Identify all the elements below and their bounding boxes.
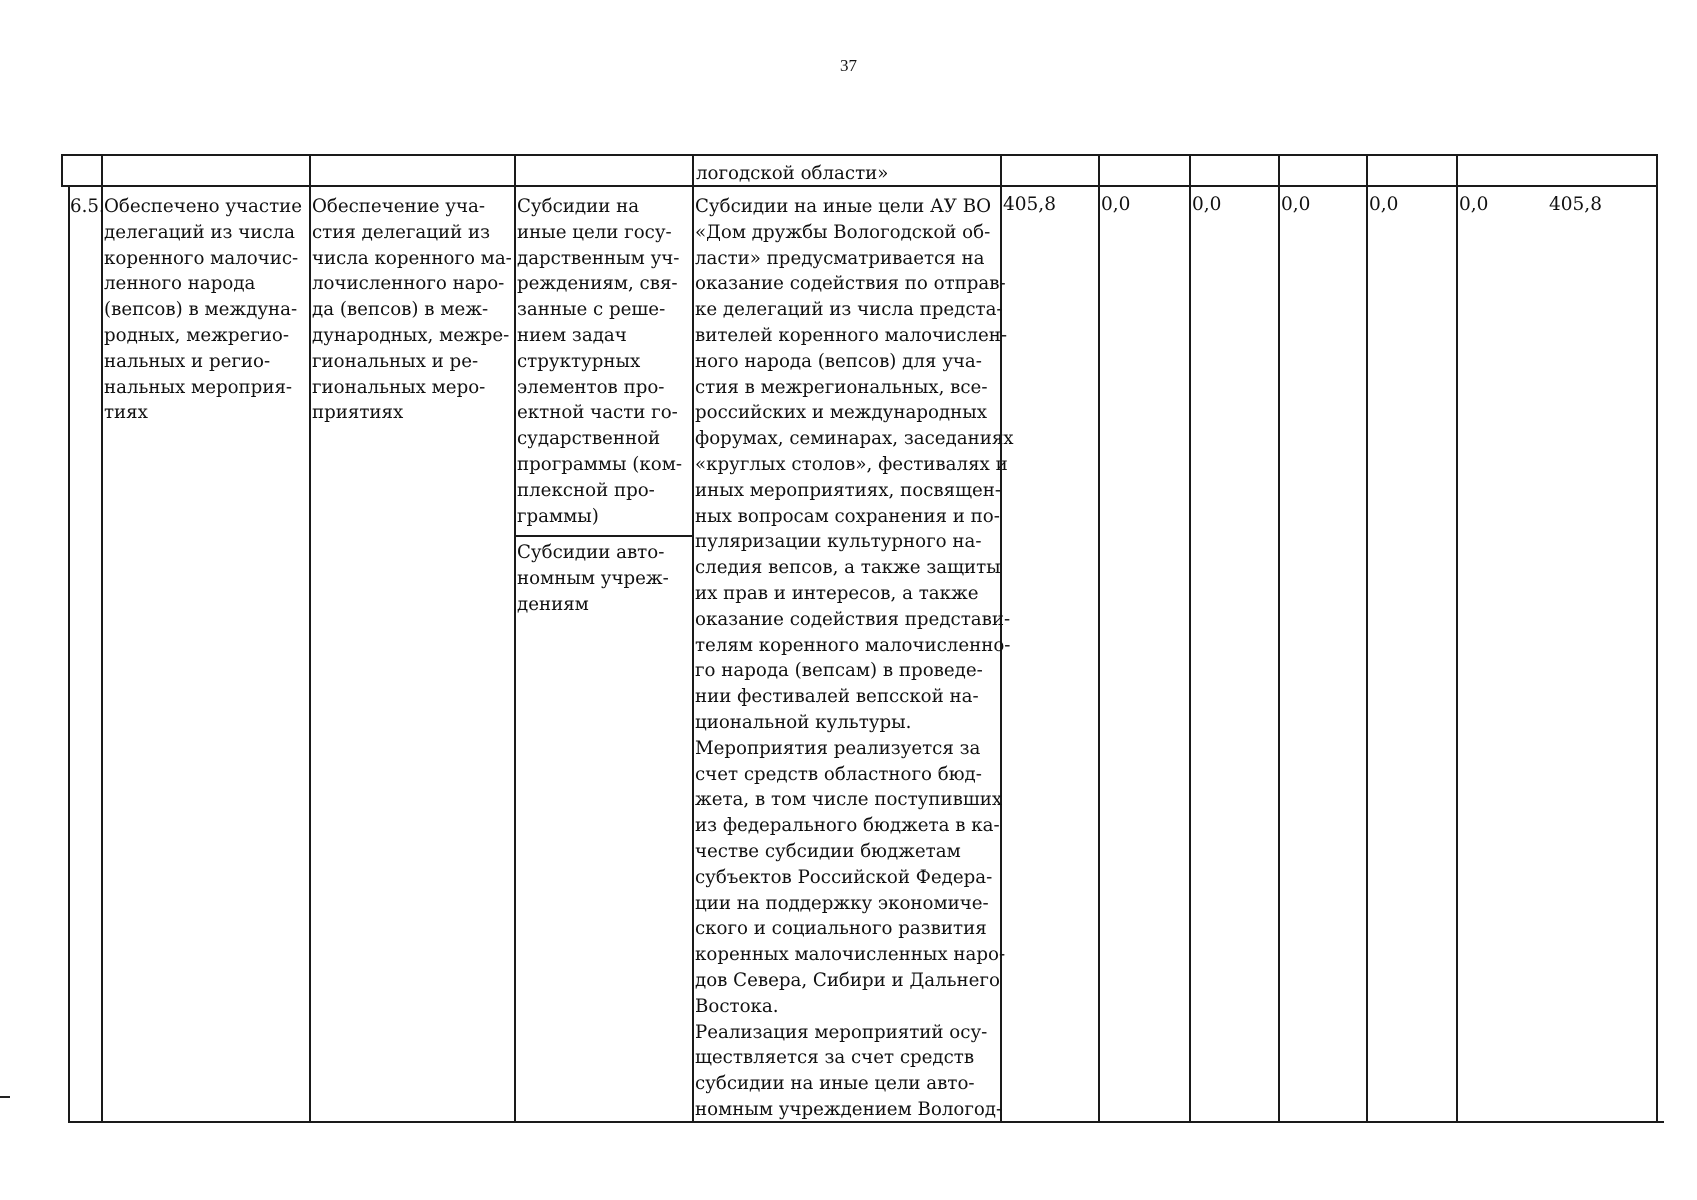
column-border-8: [1278, 154, 1280, 1122]
column-border-6: [1098, 154, 1100, 1122]
mechanism-cell-2: Субсидии авто- номным учреж- дениям: [517, 542, 669, 615]
column-border-10: [1456, 154, 1458, 1122]
value-cell-1: 405,8: [1003, 194, 1056, 215]
column-border-2: [309, 154, 311, 1122]
value-cell-3: 0,0: [1192, 194, 1222, 215]
column-border-0: [61, 154, 63, 187]
column-border-9: [1366, 154, 1368, 1122]
column-border-4: [692, 154, 694, 1122]
column-border-7: [1189, 154, 1191, 1122]
description-cell: Субсидии на иные цели АУ ВО «Дом дружбы Вологодской об- ласти» предусматривается на оказание содействия по отправ- ке делегаций из числа предста- вителей коренного малочислен- ного народа (вепсов) для уча- стия в межрегиональных, все- российских и международных форумах, семинарах, заседаниях «круглых столов», фестивалях и иных мероприятиях, посвящен- ных вопросам сохранения и по- пуляризации культурного на- следия вепсов, а также защиты их прав и интересов, а также оказание содействия представи- телям коренного малочисленно- го народа (вепсам) в проведе- нии фестивалей вепсской на- циональной культуры. Мероприятия реализуется за счет средств областного бюд- жета, в том числе поступивших из федерального бюджета в ка- честве субсидии бюджетам субъектов Российской Федера- ции на поддержку экономиче- ского и социального развития коренных малочисленных наро- дов Севера, Сибири и Дальнего Востока. Реализация мероприятий осу- ществляется за счет средств субсидии на иные цели авто- номным учреждением Вологод-: [695, 196, 1014, 1120]
column-border-1: [101, 154, 103, 1122]
continuation-text: логодской области»: [696, 163, 889, 184]
mechanism-separator: [516, 535, 692, 537]
value-cell-2: 0,0: [1101, 194, 1131, 215]
column-border-3: [514, 154, 516, 1122]
column-border-0b: [68, 185, 70, 1122]
value-cell-6: 0,0: [1459, 194, 1489, 215]
column-border-11: [1656, 154, 1658, 1122]
value-cell-4: 0,0: [1281, 194, 1311, 215]
page-number: 37: [840, 56, 857, 75]
value-cell-7: 405,8: [1549, 194, 1602, 215]
row-number: 6.5.: [70, 196, 105, 217]
event-cell: Обеспечение уча- стия делегаций из числа коренного ма- лочисленного наро- да (вепсов) в меж- дународных, межре- гиональных и ре- гиональных меро- приятиях: [312, 196, 512, 424]
mechanism-cell-1: Субсидии на иные цели госу- дарственным уч- реждениям, свя- занные с реше- нием задач структурных элементов про- ектной части го- сударственной программы (ком- плексной про- граммы): [517, 196, 682, 527]
value-cell-5: 0,0: [1369, 194, 1399, 215]
result-cell: Обеспечено участие делегаций из числа коренного малочис- ленного народа (вепсов) в междуна- родных, межрегио- нальных и регио- нальных мероприя- тиях: [104, 196, 303, 424]
margin-mark: [0, 1096, 10, 1098]
budget-table: [68, 154, 1664, 1121]
table-top-border: [61, 154, 1656, 156]
